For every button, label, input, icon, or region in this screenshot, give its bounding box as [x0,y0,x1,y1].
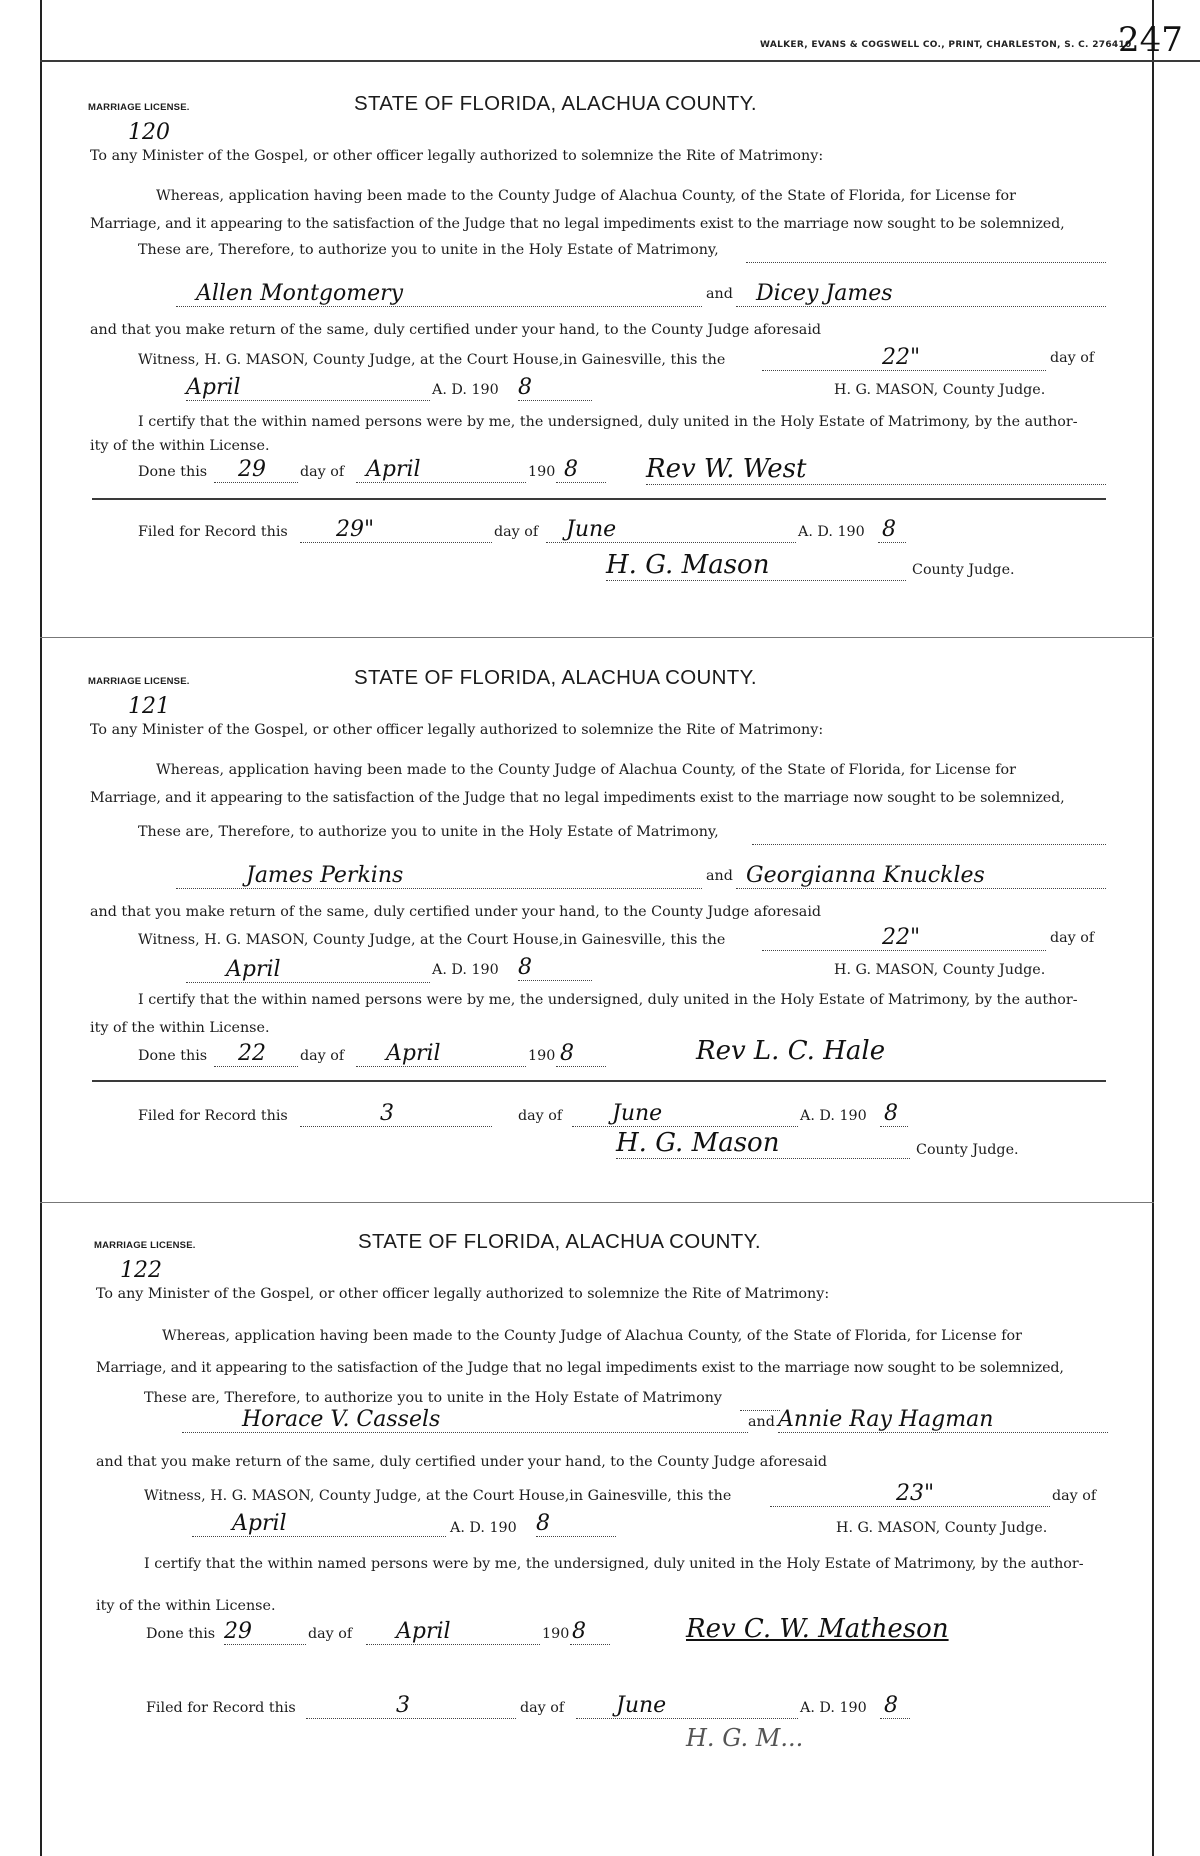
bride-fill [778,1402,1108,1433]
groom-fill [176,276,702,307]
witness-day: 23" [896,1481,935,1506]
county-judge-printed: H. G. MASON, County Judge. [836,1520,1048,1536]
filed-ad: A. D. 190 [798,524,865,540]
witness-month: April [186,375,241,400]
done-day-of: day of [300,1048,345,1064]
state-heading: STATE OF FLORIDA, ALACHUA COUNTY. [354,666,757,689]
done-month-fill [366,1614,540,1645]
license-label: MARRIAGE LICENSE. [94,1240,196,1251]
clerk-signature: H. G. Mason [606,550,770,580]
certify-line-1: I certify that the within named persons were by me, the undersigned, duly united in the Holy Estate of Matrimony, by the author- [144,1556,1084,1572]
witness-month-fill [186,956,430,983]
license-block-122 [86,1226,1116,1846]
county-judge-printed: H. G. MASON, County Judge. [834,382,1046,398]
certify-line-2: ity of the within License. [90,1020,270,1036]
to-any-minister: To any Minister of the Gospel, or other officer legally authorized to solemnize the Rite of Matrimony: [90,148,824,164]
witness-day: 22" [882,345,921,370]
filed-month-fill [546,512,796,543]
officiant-fill [686,1606,1106,1644]
witness-month-fill [186,374,430,401]
done-month: April [396,1619,451,1644]
clerk-signature: H. G. Mason [616,1128,780,1158]
witness-line: Witness, H. G. MASON, County Judge, at the Court House,in Gainesville, this the [144,1488,732,1504]
return-line: and that you make return of the same, duly certified under your hand, to the County Judge aforesaid [96,1454,828,1470]
section-divider-2 [40,1202,1154,1203]
bride-name: Dicey James [756,281,893,306]
filed-day-of: day of [518,1108,563,1124]
state-heading: STATE OF FLORIDA, ALACHUA COUNTY. [358,1230,761,1253]
license-label: MARRIAGE LICENSE. [88,676,190,687]
return-line: and that you make return of the same, duly certified under your hand, to the County Judge aforesaid [90,322,822,338]
done-day-fill [214,452,298,483]
license-block-121 [86,662,1116,1212]
done-this: Done this [138,1048,208,1064]
license-number: 120 [128,120,170,145]
and-word: and [706,868,733,884]
officiant-signature: Rev C. W. Matheson [686,1614,949,1644]
filed-day-fill [300,1096,492,1127]
filed-day-fill [300,512,492,543]
witness-year: 8 [518,375,532,400]
bride-fill [736,858,1106,889]
filed-rule [92,498,1106,500]
witness-month: April [226,957,281,982]
filed-month: June [566,517,617,542]
filed-for-record: Filed for Record this [138,1108,288,1124]
these-are-fill [746,244,1106,263]
filed-ad: A. D. 190 [800,1108,867,1124]
officiant-signature: Rev L. C. Hale [696,1036,886,1066]
bride-name: Annie Ray Hagman [778,1407,994,1432]
done-year: 8 [564,457,578,482]
certify-line-1: I certify that the within named persons were by me, the undersigned, duly united in the Holy Estate of Matrimony, by the author- [138,414,1078,430]
done-day: 29 [224,1619,252,1644]
done-year-fill [556,452,606,483]
done-ad: 190 [542,1626,570,1642]
license-block-120 [86,88,1116,638]
officiant-signature: Rev W. West [646,454,807,484]
filed-month-fill [572,1096,798,1127]
county-judge-label: County Judge. [916,1142,1019,1158]
whereas-line-2: Marriage, and it appearing to the satisfaction of the Judge that no legal impediments exist to the marriage now sought to be solemnized, [96,1360,1064,1376]
groom-fill [182,1402,748,1433]
clerk-signature: H. G. M... [686,1724,804,1752]
witness-day: 22" [882,925,921,950]
done-this: Done this [146,1626,216,1642]
done-day-fill [224,1614,306,1645]
witness-line: Witness, H. G. MASON, County Judge, at the Court House,in Gainesville, this the [138,352,726,368]
witness-year: 8 [518,955,532,980]
filed-year-fill [880,1096,908,1127]
certify-line-1: I certify that the within named persons were by me, the undersigned, duly united in the Holy Estate of Matrimony, by the author- [138,992,1078,1008]
done-ad: 190 [528,464,556,480]
to-any-minister: To any Minister of the Gospel, or other officer legally authorized to solemnize the Rite of Matrimony: [96,1286,830,1302]
groom-name: Allen Montgomery [196,281,404,306]
done-day: 22 [238,1041,266,1066]
filed-month: June [616,1693,667,1718]
whereas-line-1: Whereas, application having been made to the County Judge of Alachua County, of the State of Florida, for License for [162,1328,1022,1344]
witness-day-fill [762,344,1046,371]
witness-ad: A. D. 190 [450,1520,517,1536]
done-year: 8 [572,1619,586,1644]
filed-month: June [612,1101,663,1126]
done-year-fill [570,1614,610,1645]
printer-imprint: WALKER, EVANS & COGSWELL CO., PRINT, CHARLESTON, S. C. 276410 [760,40,1132,50]
these-are-fill [752,826,1106,845]
witness-year-fill [518,376,592,401]
done-month: April [386,1041,441,1066]
filed-year: 8 [884,1693,898,1718]
filed-day: 3 [396,1693,410,1718]
filed-year-fill [878,512,906,543]
to-any-minister: To any Minister of the Gospel, or other officer legally authorized to solemnize the Rite of Matrimony: [90,722,824,738]
witness-line: Witness, H. G. MASON, County Judge, at the Court House,in Gainesville, this the [138,932,726,948]
done-year-fill [556,1036,606,1067]
witness-year-fill [518,956,592,981]
certify-line-2: ity of the within License. [96,1598,276,1614]
witness-ad: A. D. 190 [432,962,499,978]
officiant-fill [646,1030,1106,1066]
filed-rule [92,1080,1106,1082]
done-day-of: day of [300,464,345,480]
filed-day: 3 [380,1101,394,1126]
whereas-line-1: Whereas, application having been made to the County Judge of Alachua County, of the State of Florida, for License for [156,188,1016,204]
section-divider-1 [40,637,1154,638]
these-are-line: These are, Therefore, to authorize you to unite in the Holy Estate of Matrimony, [138,824,719,840]
state-heading: STATE OF FLORIDA, ALACHUA COUNTY. [354,92,757,115]
done-day: 29 [238,457,266,482]
clerk-signature-fill [646,1722,926,1752]
filed-year-fill [880,1688,910,1719]
certify-line-2: ity of the within License. [90,438,270,454]
done-day-of: day of [308,1626,353,1642]
done-ad: 190 [528,1048,556,1064]
right-border-line [1152,0,1154,1856]
witness-day-of: day of [1050,350,1095,366]
these-are-line: These are, Therefore, to authorize you to unite in the Holy Estate of Matrimony, [138,242,719,258]
license-number: 122 [120,1258,162,1283]
groom-fill [176,858,702,889]
witness-day-fill [762,924,1046,951]
groom-name: James Perkins [246,863,404,888]
witness-day-of: day of [1052,1488,1097,1504]
whereas-line-2: Marriage, and it appearing to the satisfaction of the Judge that no legal impediments exist to the marriage now sought to be solemnized, [90,216,1065,232]
witness-day-fill [770,1478,1050,1507]
and-word: and [706,286,733,302]
county-judge-label: County Judge. [912,562,1015,578]
filed-day-fill [306,1688,516,1719]
filed-month-fill [576,1688,798,1719]
groom-name: Horace V. Cassels [242,1407,441,1432]
filed-day: 29" [336,517,375,542]
done-year: 8 [560,1041,574,1066]
page-number: 247 [1118,20,1183,60]
filed-day-of: day of [520,1700,565,1716]
county-judge-printed: H. G. MASON, County Judge. [834,962,1046,978]
license-label: MARRIAGE LICENSE. [88,102,190,113]
filed-for-record: Filed for Record this [138,524,288,540]
witness-year-fill [536,1512,616,1537]
whereas-line-1: Whereas, application having been made to the County Judge of Alachua County, of the State of Florida, for License for [156,762,1016,778]
witness-month: April [232,1511,287,1536]
whereas-line-2: Marriage, and it appearing to the satisfaction of the Judge that no legal impediments exist to the marriage now sought to be solemnized, [90,790,1065,806]
clerk-signature-fill [616,1124,910,1159]
and-word: and [748,1414,775,1430]
filed-day-of: day of [494,524,539,540]
officiant-fill [646,450,1106,485]
filed-for-record: Filed for Record this [146,1700,296,1716]
done-month-fill [356,1036,526,1067]
done-month-fill [356,452,526,483]
done-month: April [366,457,421,482]
witness-month-fill [192,1510,446,1537]
done-day-fill [214,1036,298,1067]
filed-ad: A. D. 190 [800,1700,867,1716]
return-line: and that you make return of the same, duly certified under your hand, to the County Judge aforesaid [90,904,822,920]
left-binding-line [40,0,42,1856]
done-this: Done this [138,464,208,480]
top-rule [40,60,1200,62]
license-number: 121 [128,694,170,719]
filed-year: 8 [882,517,896,542]
bride-fill [736,276,1106,307]
witness-ad: A. D. 190 [432,382,499,398]
clerk-signature-fill [606,546,906,581]
these-are-line: These are, Therefore, to authorize you to unite in the Holy Estate of Matrimony [144,1390,722,1406]
witness-day-of: day of [1050,930,1095,946]
bride-name: Georgianna Knuckles [746,863,985,888]
filed-year: 8 [884,1101,898,1126]
witness-year: 8 [536,1511,550,1536]
